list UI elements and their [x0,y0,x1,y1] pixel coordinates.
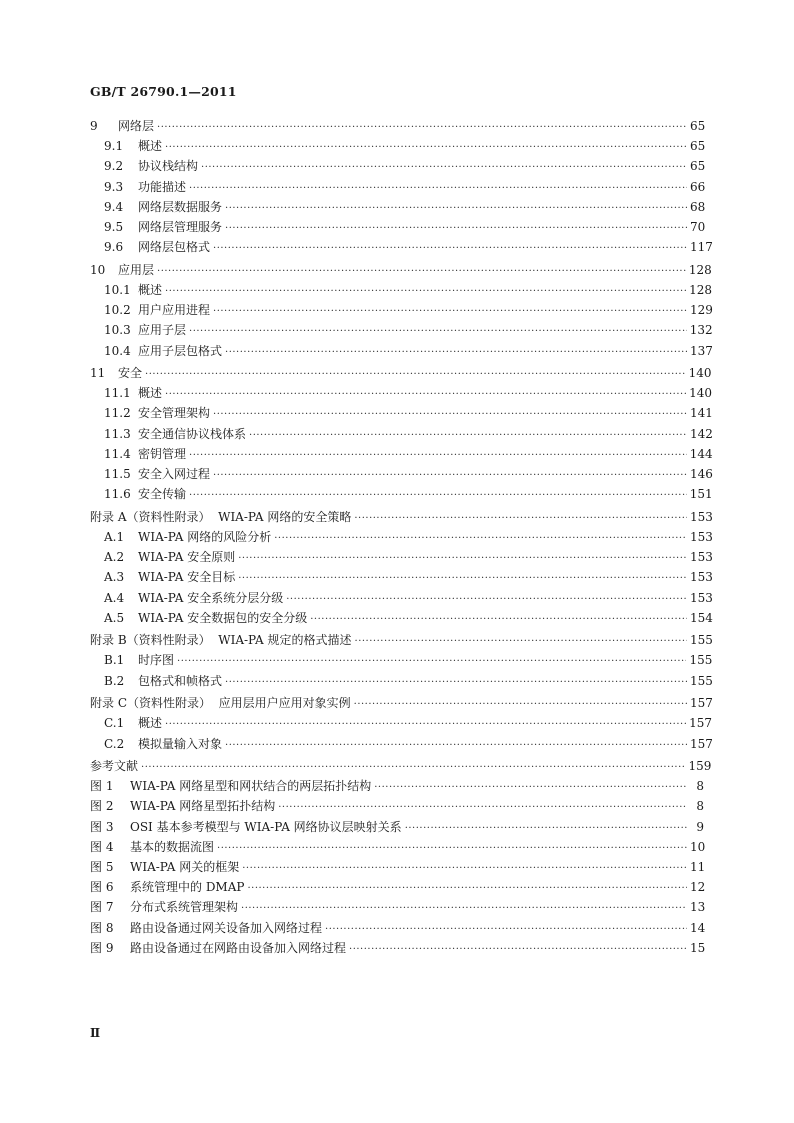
toc-entry-number: B.1 [104,653,125,668]
toc-entry-page: 141 [690,406,713,421]
toc-entry-page: 144 [689,446,713,461]
dot-leader [349,943,687,957]
toc-entry-page: 70 [690,220,706,234]
toc-entry-number: 图 6 [90,880,114,895]
toc-entry-number: A.1 [104,529,125,544]
toc-entry-number: 11.2 [104,406,131,421]
dot-leader [165,285,686,299]
standard-code-header: GB/T 26790.1—2011 [90,84,237,99]
toc-entry-page: 146 [690,467,713,481]
toc-entry-title: 应用子层包格式 [138,343,223,358]
toc-entry[interactable] [90,799,704,815]
dot-leader [189,182,687,196]
toc-entry-number: 图 5 [90,860,114,874]
toc-entry-number: 图 1 [90,779,114,794]
toc-entry[interactable] [90,840,704,856]
toc-entry-page: 68 [690,199,706,214]
toc-entry-title: WIA-PA 网关的框架 [130,860,240,874]
dot-leader [165,388,686,402]
toc-entry-number: 10 [90,262,106,277]
dot-leader [157,265,686,279]
toc-entry[interactable] [90,673,713,690]
dot-leader [247,882,687,896]
toc-entry-title: 安全管理架构 [138,406,211,421]
toc-entry-number: 11.6 [104,487,131,502]
toc-entry-title: WIA-PA 网络的风险分析 [138,529,272,544]
toc-entry-title: WIA-PA 网络星型和网状结合的两层拓扑结构 [130,779,372,794]
toc-entry-title: 路由设备通过网关设备加入网络过程 [130,920,323,935]
dot-leader [213,305,687,319]
toc-entry-number: 9.4 [104,199,124,214]
dot-leader [201,161,687,175]
toc-entry-number: 11.1 [104,386,131,401]
toc-entry[interactable] [90,282,713,299]
toc-entry-page: 65 [690,139,706,154]
toc-entry[interactable] [90,610,713,627]
toc-entry[interactable] [90,880,704,896]
toc-entry-title: WIA-PA 安全系统分层分级 [138,590,284,605]
toc-entry[interactable] [90,426,713,443]
toc-entry-page: 159 [688,759,712,773]
toc-entry-page: 13 [690,900,706,915]
toc-entry-title: 应用层 [118,262,155,277]
toc-entry-page: 117 [690,240,713,255]
dot-leader [374,781,687,795]
toc-entry-number: 10.2 [104,303,131,318]
dot-leader [177,655,686,669]
toc-entry-title: 参考文献 [90,759,139,773]
toc-entry-title: WIA-PA 安全原则 [138,550,236,565]
toc-entry[interactable] [90,759,712,775]
dot-leader [189,325,687,339]
toc-entry-title: OSI 基本参考模型与 WIA-PA 网络协议层映射关系 [130,819,402,834]
toc-entry[interactable] [90,779,704,795]
dot-leader [241,902,687,916]
toc-entry-page: 153 [690,590,713,605]
toc-entry-number: 9.3 [104,179,124,194]
toc-entry-number: 9.6 [104,240,124,255]
toc-entry-title: 概述 [138,386,163,401]
toc-entry-title: 安全传输 [138,487,187,502]
toc-entry-title: 概述 [138,139,163,154]
toc-entry-title: 时序图 [138,653,175,668]
toc-entry[interactable] [90,509,713,526]
toc-entry[interactable] [90,487,713,503]
toc-entry[interactable] [90,220,704,236]
toc-entry-title: 安全入网过程 [138,467,211,481]
toc-entry-title: WIA-PA 网络星型拓扑结构 [130,799,276,814]
toc-entry-page: 157 [690,696,713,711]
toc-entry-number: 图 8 [90,920,114,935]
dot-leader [145,368,686,382]
toc-entry-number: A.3 [104,570,125,585]
toc-entry-page: 128 [689,282,713,297]
toc-entry-number: 图 9 [90,940,114,955]
toc-entry-page: 132 [689,323,713,338]
toc-entry-page: 65 [690,119,706,133]
dot-leader [274,532,687,546]
toc-entry[interactable] [90,366,712,382]
toc-entry[interactable] [90,736,713,753]
toc-entry-title: 应用子层 [138,323,187,338]
toc-entry[interactable] [90,139,704,155]
toc-entry-number: 图 3 [90,819,114,834]
toc-entry-page: 153 [690,529,713,544]
toc-entry-page: 157 [689,716,713,731]
toc-entry[interactable] [90,303,713,319]
dot-leader [278,801,687,815]
toc-entry-page: 151 [689,487,713,502]
toc-entry-title: 网络层数据服务 [138,199,223,214]
toc-entry-number: B.2 [104,673,125,688]
dot-leader [325,923,687,937]
toc-entry-number: 9.1 [104,139,124,154]
dot-leader [405,822,687,836]
toc-entry-number: C.2 [104,736,125,751]
dot-leader [157,121,687,135]
toc-entry-title: 协议栈结构 [138,159,199,174]
toc-entry-number: A.5 [104,610,125,625]
toc-entry-number: 10.4 [104,343,131,358]
toc-entry-page: 153 [690,570,713,585]
toc-entry-number: 10.1 [104,282,131,297]
toc-entry[interactable] [90,550,713,566]
dot-leader [225,739,687,753]
toc-entry[interactable] [90,820,704,836]
toc-entry[interactable] [90,529,713,546]
toc-entry[interactable] [90,941,704,957]
toc-entry[interactable] [90,200,704,216]
toc-entry-number: 9.2 [104,159,124,174]
toc-entry-page: 8 [696,799,704,814]
dot-leader [238,572,687,586]
toc-entry[interactable] [90,262,712,279]
toc-entry-number: A.2 [104,550,125,565]
toc-entry[interactable] [90,180,704,196]
toc-entry-number: A.4 [104,590,125,605]
dot-leader [165,141,687,155]
toc-entry-number: C.1 [104,716,125,731]
dot-leader [286,593,687,607]
toc-entry[interactable] [90,653,713,669]
toc-entry-page: 129 [690,303,713,318]
dot-leader [249,429,687,443]
toc-entry-page: 140 [688,366,712,380]
toc-entry-title: 功能描述 [138,179,187,194]
page-number-roman: Ⅱ [90,1026,101,1040]
toc-entry-page: 155 [689,653,713,668]
toc-entry-page: 137 [690,343,713,358]
dot-leader [165,718,686,732]
toc-entry-page: 128 [688,262,712,277]
dot-leader [213,469,687,483]
dot-leader [354,698,687,712]
dot-leader [310,613,687,627]
toc-entry-page: 14 [690,920,706,935]
toc-entry-title: 用户应用进程 [138,303,211,318]
toc-entry[interactable] [90,446,713,463]
toc-entry-page: 153 [690,550,713,565]
toc-entry-page: 155 [690,633,713,648]
toc-entry-number: 11.4 [104,446,131,461]
toc-entry-title: 系统管理中的 DMAP [130,880,245,895]
toc-entry[interactable] [90,406,713,422]
toc-entry[interactable] [90,343,713,360]
toc-entry-page: 155 [690,673,713,688]
dot-leader [217,842,687,856]
toc-entry-title: 网络层包格式 [138,240,211,255]
dot-leader [225,676,687,690]
dot-leader [213,408,687,422]
toc-entry-page: 10 [690,839,706,854]
toc-entry-page: 9 [696,819,704,834]
dot-leader [355,635,687,649]
toc-entry-number: 图 2 [90,799,114,814]
toc-entry-page: 66 [690,179,706,194]
dot-leader [141,761,685,775]
toc-entry-title: 模拟量输入对象 [138,736,223,751]
dot-leader [238,552,687,566]
toc-entry[interactable] [90,716,713,732]
toc-entry-title: 网络层 [118,119,155,133]
dot-leader [242,862,687,876]
toc-entry-page: 15 [690,940,706,955]
toc-entry[interactable] [90,590,713,607]
toc-entry-title: WIA-PA 安全数据包的安全分级 [138,610,308,625]
dot-leader [225,346,687,360]
toc-entry[interactable] [90,900,704,916]
toc-entry[interactable] [90,696,713,712]
toc-entry-page: 11 [690,860,706,874]
toc-entry-page: 8 [696,779,704,794]
toc-entry-title: 路由设备通过在网路由设备加入网络过程 [130,940,347,955]
toc-entry[interactable] [90,860,704,876]
toc-entry[interactable] [90,570,713,586]
dot-leader [354,512,687,526]
toc-entry[interactable] [90,119,704,135]
dot-leader [225,222,687,236]
toc-entry-number: 图 7 [90,900,114,915]
toc-entry-page: 154 [690,610,713,625]
toc-entry-title: 概述 [138,282,163,297]
toc-entry-page: 65 [690,159,706,174]
toc-entry-title: 分布式系统管理架构 [130,900,239,915]
toc-entry[interactable] [90,386,713,402]
toc-entry[interactable] [90,633,713,649]
toc-entry-number: 11.5 [104,467,131,481]
toc-entry-number: 9.5 [104,220,124,234]
toc-entry-title: 附录 C（资料性附录） 应用层用户应用对象实例 [90,696,351,711]
toc-entry-title: 密钥管理 [138,446,187,461]
toc-entry-number: 图 4 [90,839,114,854]
toc-entry[interactable] [90,323,713,339]
toc-entry-title: WIA-PA 安全目标 [138,570,236,585]
toc-entry-page: 12 [690,880,706,895]
toc-entry-title: 安全 [118,366,143,380]
toc-entry-title: 附录 B（资料性附录） WIA-PA 规定的格式描述 [90,633,352,648]
toc-entry[interactable] [90,159,704,175]
toc-entry-title: 基本的数据流图 [130,839,215,854]
toc-entry[interactable] [90,240,713,256]
dot-leader [189,449,687,463]
toc-entry-title: 包格式和帧格式 [138,673,223,688]
toc-entry-title: 网络层管理服务 [138,220,223,234]
toc-entry-title: 概述 [138,716,163,731]
toc-entry[interactable] [90,467,713,483]
toc-entry-title: 附录 A（资料性附录） WIA-PA 网络的安全策略 [90,509,352,524]
toc-entry-number: 10.3 [104,323,131,338]
toc-entry-number: 11 [90,366,106,380]
toc-entry-page: 140 [689,386,713,401]
toc-entry[interactable] [90,921,704,937]
toc-entry-title: 安全通信协议栈体系 [138,426,247,441]
dot-leader [189,489,687,503]
toc-entry-page: 142 [690,426,713,441]
toc-entry-page: 157 [690,736,713,751]
toc-entry-number: 11.3 [104,426,131,441]
dot-leader [213,242,687,256]
toc-entry-number: 9 [90,119,98,133]
toc-entry-page: 153 [690,509,713,524]
dot-leader [225,202,687,216]
